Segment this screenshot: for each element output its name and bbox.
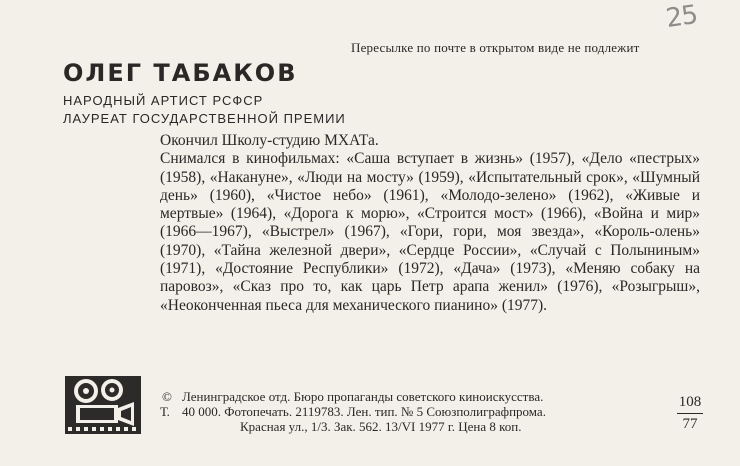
actor-name: ОЛЕГ ТАБАКОВ <box>63 59 298 87</box>
copyright-symbol: © <box>162 389 172 404</box>
imprint-line-3: Красная ул., 1/3. Зак. 562. 13/VI 1977 г. Цена 8 коп. <box>240 419 522 434</box>
catalog-year: 77 <box>682 416 698 432</box>
catalog-number: 108 <box>677 394 703 414</box>
prize-title: ЛАУРЕАТ ГОСУДАРСТВЕННОЙ ПРЕМИИ <box>63 111 346 126</box>
film-camera-logo <box>64 375 142 435</box>
filmography-text: Снимался в кинофильмах: «Саша вступает в жизнь» (1957), «Дело «пестрых» (1958), «Накануне», «Люди на мосту» (1959), «Испытательный срок», «Шумный день» (1960), «Чистое небо» (1961), «Молодо-зелено» (1962), «Живые и мертвые» (1964), «Дорога к морю», «Строится мост» (1966), «Война и мир» (1966—1967), «Выстрел» (1967), «Гори, гори, моя звезда», «Король-олень» (1970), «Тайна железной двери», «Сердце России», «Случай с Полыниным» (1971), «Достояние Республики» (1972), «Дача» (1973), «Меняю собаку на паровоз», «Сказ про то, как царь Петр арапа женил» (1976), «Розыгрыш», «Неоконченная пьеса для механического пианино» (1977). <box>160 150 700 314</box>
education-text: Окончил Школу-студию МХАТа. <box>160 132 379 149</box>
biography <box>160 132 700 315</box>
catalog-fraction <box>677 394 703 433</box>
imprint-tag: Т. <box>160 404 170 419</box>
honorary-title: НАРОДНЫЙ АРТИСТ РСФСР <box>63 93 264 108</box>
handwritten-note: 25 <box>664 0 700 35</box>
imprint-line-2: 40 000. Фотопечать. 2119783. Лен. тип. № 5 Союзполиграфпрома. <box>182 404 546 419</box>
imprint-line-1: Ленинградское отд. Бюро пропаганды советского киноискусства. <box>182 389 544 404</box>
postal-notice: Пересылке по почте в открытом виде не подлежит <box>351 40 640 55</box>
